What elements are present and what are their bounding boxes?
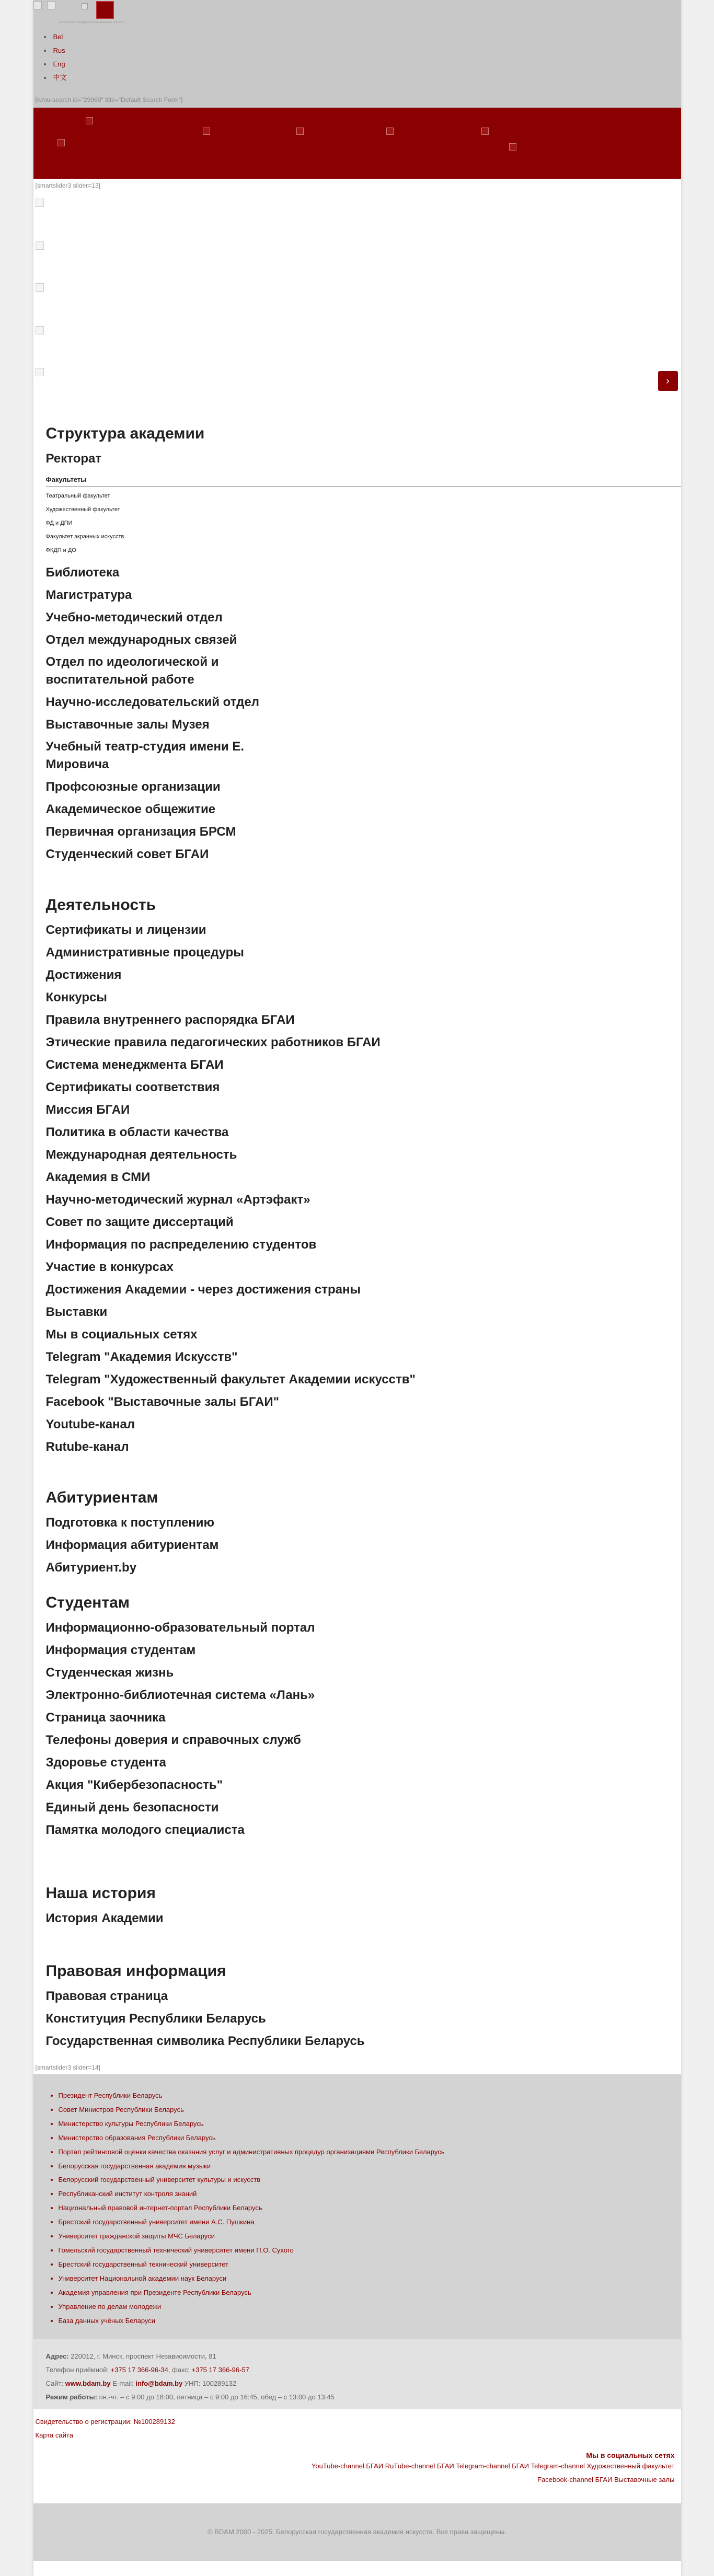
applicants-title: Абитуриентам: [45, 1489, 158, 1506]
main-menu-bar: [33, 108, 681, 179]
external-link[interactable]: • Национальный правовой интернет-портал Республики Беларусь: [59, 2201, 670, 2215]
external-link[interactable]: • База данных учёных Беларуси: [59, 2314, 670, 2328]
menu-icon-5[interactable]: [386, 128, 394, 135]
external-link[interactable]: • Министерство образования Республики Беларусь: [59, 2131, 670, 2145]
activity-item[interactable]: Международная деятельность: [45, 1148, 237, 1162]
activity-item[interactable]: Конкурсы: [45, 990, 107, 1004]
faculty-item[interactable]: Художественный факультет: [45, 506, 120, 513]
slider-shortcode-bottom: [smartslider3 slider=14]: [35, 2064, 100, 2071]
legal-item[interactable]: Государственная символика Республики Беларусь: [45, 2034, 365, 2048]
students-item[interactable]: Студенческая жизнь: [45, 1666, 174, 1680]
sitemap-link[interactable]: Карта сайта: [35, 2431, 73, 2440]
slide-image-1[interactable]: [36, 199, 44, 207]
logo-caption: Белорусская государственная академия искусств: [59, 21, 124, 24]
menu-icon-2[interactable]: [57, 139, 65, 146]
activity-item[interactable]: Telegram "Академия Искусств": [45, 1350, 238, 1364]
activity-item[interactable]: Миссия БГАИ: [45, 1103, 130, 1117]
activity-item[interactable]: Правила внутреннего распорядка БГАИ: [45, 1013, 295, 1027]
activity-item[interactable]: Информация по распределению студентов: [45, 1238, 317, 1252]
site-header: [33, 0, 681, 108]
structure-item[interactable]: Отдел международных связей: [45, 633, 237, 647]
history-title: Наша история: [45, 1885, 156, 1902]
students-item[interactable]: Памятка молодого специалиста: [45, 1823, 245, 1837]
fax-label: , факс:: [168, 2366, 190, 2374]
students-item[interactable]: Акция "Кибербезопасность": [45, 1778, 223, 1792]
activity-item[interactable]: Система менеджмента БГАИ: [45, 1058, 224, 1072]
activity-item[interactable]: Достижения Академии - через достижения страны: [45, 1283, 361, 1297]
menu-icon-7[interactable]: [509, 143, 516, 151]
history-item[interactable]: История Академии: [45, 1911, 164, 1925]
applicants-item[interactable]: Абитуриент.by: [45, 1561, 137, 1575]
logo-group: [33, 1, 114, 19]
email-label: E-mail:: [112, 2379, 134, 2388]
structure-item[interactable]: Студенческий совет БГАИ: [45, 847, 209, 861]
structure-item[interactable]: Учебный театр-студия имени Е. Мировича: [45, 740, 245, 771]
faculty-item[interactable]: ФКДП и ДО: [45, 547, 76, 553]
activity-item[interactable]: Академия в СМИ: [45, 1170, 151, 1184]
faculty-item[interactable]: Театральный факультет: [45, 493, 110, 499]
activity-section: [46, 895, 681, 1458]
activity-item[interactable]: Сертификаты соответствия: [45, 1080, 220, 1094]
activity-item[interactable]: Rutube-канал: [45, 1440, 129, 1454]
phone-label: Телефон приёмной:: [45, 2366, 109, 2374]
activity-item[interactable]: Youtube-канал: [45, 1417, 135, 1431]
activity-item[interactable]: Мы в социальных сетях: [45, 1327, 198, 1342]
students-section: [46, 1592, 681, 1841]
external-links-list: [45, 2089, 670, 2328]
language-switcher: [44, 30, 67, 85]
applicants-item[interactable]: Подготовка к поступлению: [45, 1516, 215, 1530]
students-item[interactable]: Электронно-библиотечная система «Лань»: [45, 1688, 315, 1702]
faculty-item[interactable]: Факультет экранных искусств: [45, 534, 124, 540]
activity-item[interactable]: Facebook "Выставочные залы БГАИ": [45, 1395, 279, 1409]
activity-item[interactable]: Этические правила педагогических работников БГАИ: [45, 1035, 381, 1049]
lang-bel[interactable]: • Bel: [44, 30, 67, 44]
fax-link[interactable]: +375 17 366-96-57: [191, 2366, 249, 2374]
legal-section: [46, 1961, 681, 2052]
menu-icon-3[interactable]: [203, 128, 210, 135]
students-title: Студентам: [45, 1594, 130, 1611]
hours-label: Режим работы:: [45, 2393, 97, 2401]
social-links-row-2[interactable]: Facebook-channel БГАИ Выставочные залы: [537, 2476, 675, 2484]
legal-title: Правовая информация: [45, 1962, 226, 1980]
lang-rus[interactable]: • Rus: [44, 44, 67, 57]
phone-line: [46, 2363, 669, 2377]
menu-icon-6[interactable]: [481, 128, 489, 135]
activity-title: Деятельность: [45, 896, 156, 914]
activity-item[interactable]: Участие в конкурсах: [45, 1260, 174, 1274]
social-title: Мы в социальных сетях: [586, 2451, 675, 2460]
site-label: Сайт:: [45, 2379, 64, 2388]
logo-image-secondary[interactable]: [47, 1, 55, 9]
menu-icon-1[interactable]: [86, 117, 93, 124]
activity-item[interactable]: Достижения: [45, 968, 122, 982]
legal-item[interactable]: Конституция Республики Беларусь: [45, 2012, 266, 2026]
slide-image-4[interactable]: [36, 326, 44, 334]
slide-image-3[interactable]: [36, 283, 44, 292]
structure-rectorate[interactable]: Ректорат: [45, 452, 102, 466]
external-links-block: [33, 2074, 681, 2339]
slider-next-arrow[interactable]: ›: [658, 371, 678, 391]
history-section: [46, 1883, 681, 1930]
structure-item[interactable]: Академическое общежитие: [45, 802, 216, 816]
external-link[interactable]: • Белорусская государственная академия музыки: [59, 2159, 670, 2174]
page: [33, 0, 681, 2576]
activity-item[interactable]: Выставки: [45, 1305, 108, 1319]
emblem-image: [82, 3, 88, 9]
external-link[interactable]: • Управление по делам молодежи: [59, 2300, 670, 2314]
address-label: Адрес:: [45, 2352, 69, 2361]
hours-line: [46, 2390, 669, 2404]
logo-image[interactable]: [33, 1, 42, 9]
legal-item[interactable]: Правовая страница: [45, 1989, 168, 2003]
structure-item[interactable]: Первичная организация БРСМ: [45, 825, 236, 839]
students-item[interactable]: Информация студентам: [45, 1643, 196, 1657]
structure-item[interactable]: Магистратура: [45, 588, 132, 602]
external-link[interactable]: • Университет гражданской защиты МЧС Беларуси: [59, 2230, 670, 2244]
students-item[interactable]: Телефоны доверия и справочных служб: [45, 1733, 301, 1747]
registration-link[interactable]: Свидетельство о регистрации: №100289132: [35, 2418, 175, 2426]
unp-value: УНП: 100289132: [184, 2379, 237, 2388]
lang-chinese[interactable]: • 中文: [44, 71, 67, 85]
email-link[interactable]: info@bdam.by: [135, 2379, 183, 2388]
external-link[interactable]: • Академия управления при Президенте Республики Беларусь: [59, 2286, 670, 2300]
address-line: [46, 2350, 669, 2363]
structure-section: [46, 423, 681, 865]
applicants-section: [46, 1487, 681, 1579]
academy-emblem[interactable]: [96, 1, 114, 19]
external-link[interactable]: • Президент Республики Беларусь: [59, 2089, 670, 2103]
students-item[interactable]: Информационно-образовательный портал: [45, 1621, 315, 1635]
site-link[interactable]: www.bdam.by: [65, 2379, 111, 2388]
activity-item[interactable]: Административные процедуры: [45, 945, 244, 960]
address-value: 220012, г. Минск, проспект Независимости, 81: [71, 2352, 216, 2361]
external-link[interactable]: • Министерство культуры Республики Беларусь: [59, 2117, 670, 2131]
structure-item[interactable]: Библиотека: [45, 565, 120, 580]
structure-item[interactable]: Профсоюзные организации: [45, 780, 221, 794]
structure-title: Структура академии: [45, 425, 205, 442]
menu-icon-4[interactable]: [296, 128, 304, 135]
copyright-bar: [33, 2503, 681, 2561]
activity-item[interactable]: Совет по защите диссертаций: [45, 1215, 234, 1229]
activity-item[interactable]: Политика в области качества: [45, 1125, 229, 1139]
copyright-text: © BDAM 2000 - 2025. Белорусская государственная академия искусств. Все права защищены.: [208, 2528, 506, 2536]
site-line: [46, 2377, 669, 2390]
slide-image-5[interactable]: [36, 368, 44, 376]
external-link[interactable]: • Совет Министров Республики Беларусь: [59, 2103, 670, 2117]
external-link[interactable]: • Брестский государственный университет имени А.С. Пушкина: [59, 2215, 670, 2230]
structure-item[interactable]: Выставочные залы Музея: [45, 718, 210, 732]
faculties-list: [46, 489, 681, 557]
faculties-heading[interactable]: Факультеты: [46, 473, 681, 487]
main-content: [33, 402, 681, 2052]
structure-item[interactable]: Научно-исследовательский отдел: [45, 695, 259, 709]
students-item[interactable]: Страница заочника: [45, 1711, 166, 1725]
external-link[interactable]: • Гомельский государственный технический университет имени П.О. Сухого: [59, 2244, 670, 2258]
external-link[interactable]: • Белорусский государственный университет культуры и искусств: [59, 2173, 670, 2187]
slide-image-2[interactable]: [36, 241, 44, 250]
activity-item[interactable]: Сертификаты и лицензии: [45, 923, 206, 937]
social-links-row-1[interactable]: YouTube-channel БГАИ RuTube-channel БГАИ Telegram-channel БГАИ Telegram-channel Художественный факультет: [311, 2462, 675, 2470]
slider-shortcode: [smartslider3 slider=13]: [35, 182, 100, 189]
hours-value: пн.-чт. – с 9:00 до 18:00, пятница – с 9:00 до 16:45, обед – с 13:00 до 13:45: [99, 2393, 335, 2401]
students-item[interactable]: Единый день безопасности: [45, 1800, 219, 1815]
external-link[interactable]: • Университет Национальной академии наук Беларуси: [59, 2272, 670, 2286]
external-link[interactable]: • Брестский государственный технический университет: [59, 2258, 670, 2272]
students-item[interactable]: Здоровье студента: [45, 1755, 166, 1770]
faculty-item[interactable]: ФД и ДПИ: [45, 520, 73, 526]
phone-link[interactable]: +375 17 366-96-34: [110, 2366, 168, 2374]
lang-eng[interactable]: • Eng: [44, 57, 67, 71]
external-link[interactable]: • Республиканский институт контроля знаний: [59, 2187, 670, 2201]
slides-area: [33, 193, 681, 402]
external-link[interactable]: • Портал рейтинговой оценки качества оказания услуг и административных процедур организациями Республики Беларусь: [59, 2145, 670, 2159]
search-shortcode: [wmu-search id="29960" title="Default Search Form"]: [35, 96, 183, 103]
structure-item[interactable]: Отдел по идеологической и воспитательной работе: [45, 655, 219, 687]
activity-item[interactable]: Telegram "Художественный факультет Академии искусств": [45, 1372, 416, 1387]
applicants-item[interactable]: Информация абитуриентам: [45, 1538, 219, 1552]
activity-item[interactable]: Научно-методический журнал «Артэфакт»: [45, 1193, 310, 1207]
footer-contacts: [33, 2339, 681, 2409]
structure-item[interactable]: Учебно-методический отдел: [45, 610, 223, 625]
